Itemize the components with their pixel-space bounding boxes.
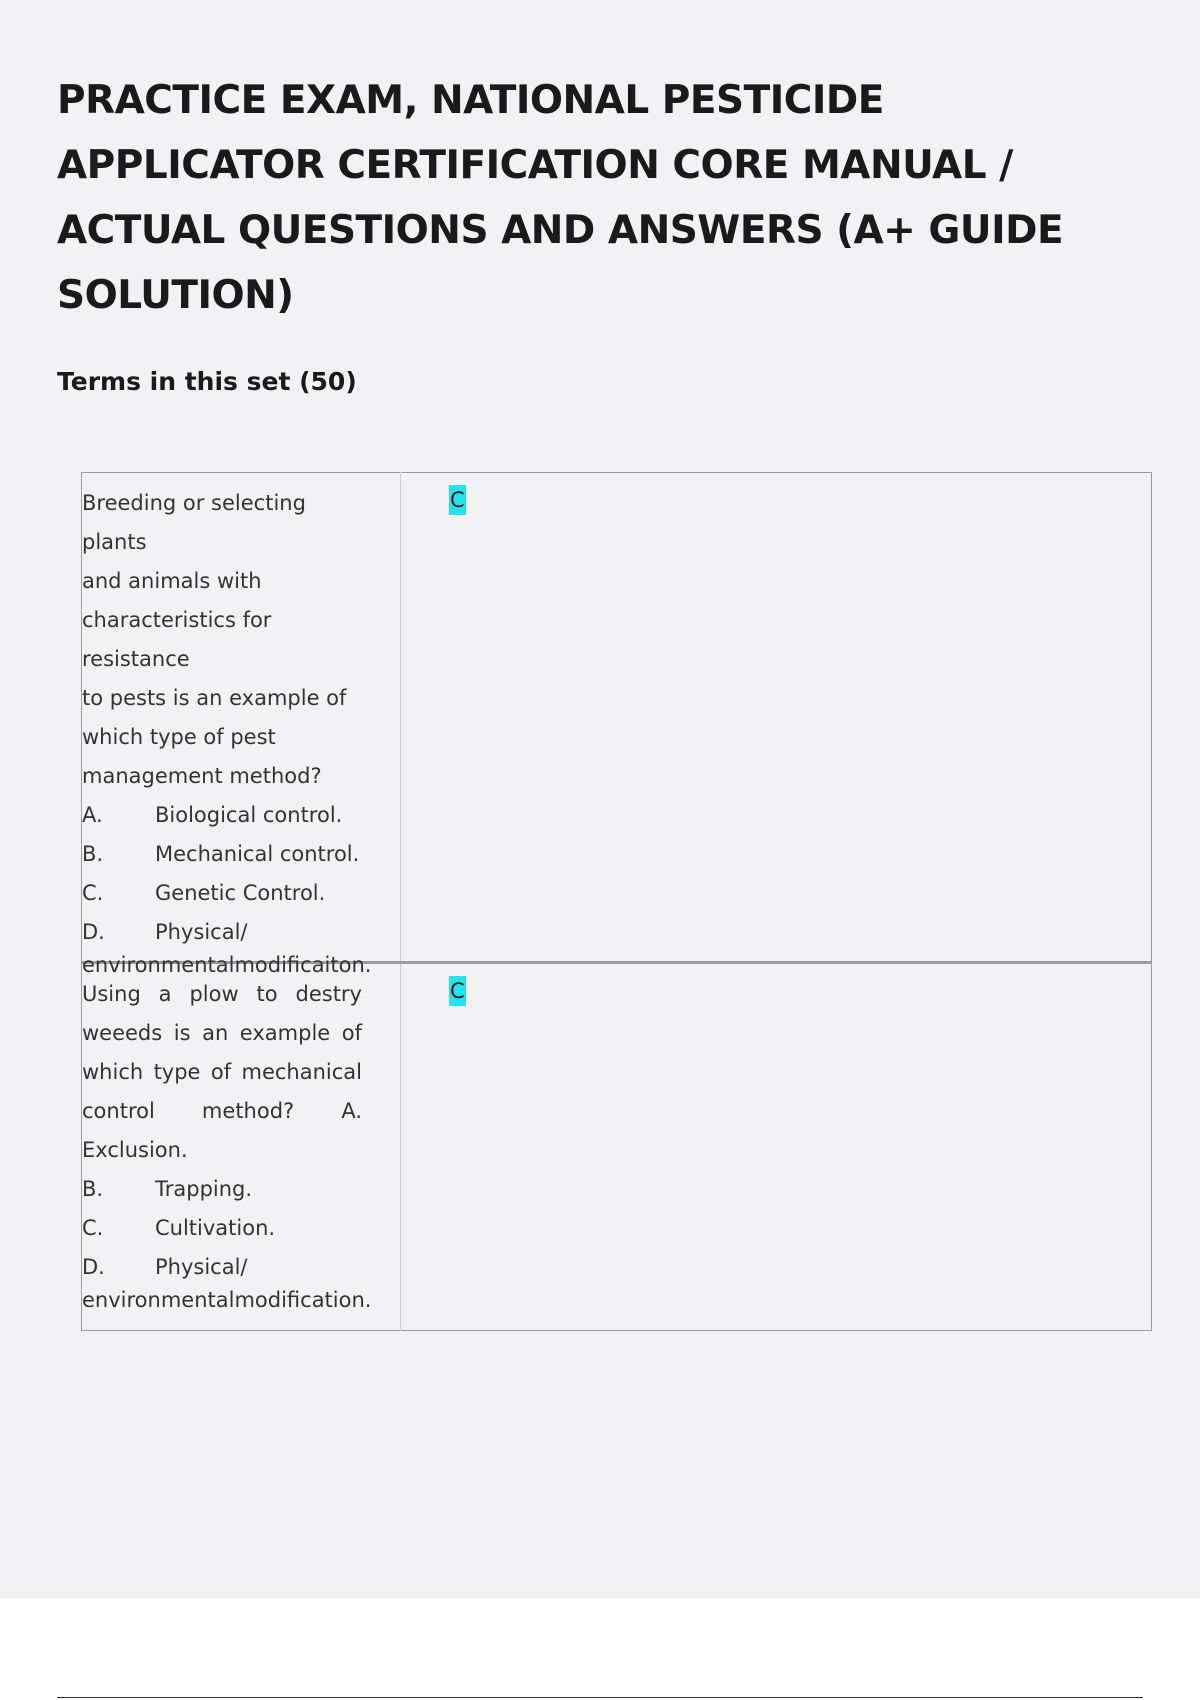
- title-line: APPLICATOR CERTIFICATION CORE MANUAL /: [57, 143, 1013, 188]
- question-cell: [82, 473, 401, 977]
- answer-option-b: B. Trapping.: [82, 1177, 253, 1201]
- footer-divider: [57, 1697, 1143, 1698]
- terms-table: [81, 472, 1152, 1331]
- answer-option-a: A. Biological control.: [82, 803, 343, 827]
- answer-option-c: C. Cultivation.: [82, 1216, 276, 1240]
- question-stem: Using a plow to destry weeeds is an example of which type of mechanical control method? A. Exclusion.: [82, 982, 362, 1162]
- answer-cell: [401, 473, 1152, 963]
- answer-option-d: D. Physical/: [82, 1255, 248, 1279]
- answer-option-c: C. Genetic Control.: [82, 881, 326, 905]
- question-cell: [82, 963, 401, 1331]
- terms-count-heading: Terms in this set (50): [57, 367, 357, 396]
- document-title: [57, 68, 1067, 328]
- title-line: PRACTICE EXAM, NATIONAL PESTICIDE: [57, 78, 884, 123]
- title-line: SOLUTION): [57, 273, 294, 318]
- title-line: ACTUAL QUESTIONS AND ANSWERS (A+ GUIDE: [57, 208, 1064, 253]
- answer-option-d-continued: environmentalmodificaiton.: [82, 953, 372, 977]
- answer-highlight: C: [449, 976, 466, 1006]
- answer-highlight: C: [449, 485, 466, 515]
- table-row: [82, 473, 1152, 963]
- answer-option-d-continued: environmentalmodification.: [82, 1288, 372, 1312]
- table-row: [82, 963, 1152, 1331]
- answer-option-d: D. Physical/: [82, 920, 248, 944]
- question-stem: Breeding or selecting plants and animals with characteristics for resistance to pests is an example of which type of pest management method?: [82, 491, 347, 788]
- answer-option-b: B. Mechanical control.: [82, 842, 360, 866]
- answer-cell: [401, 963, 1152, 1331]
